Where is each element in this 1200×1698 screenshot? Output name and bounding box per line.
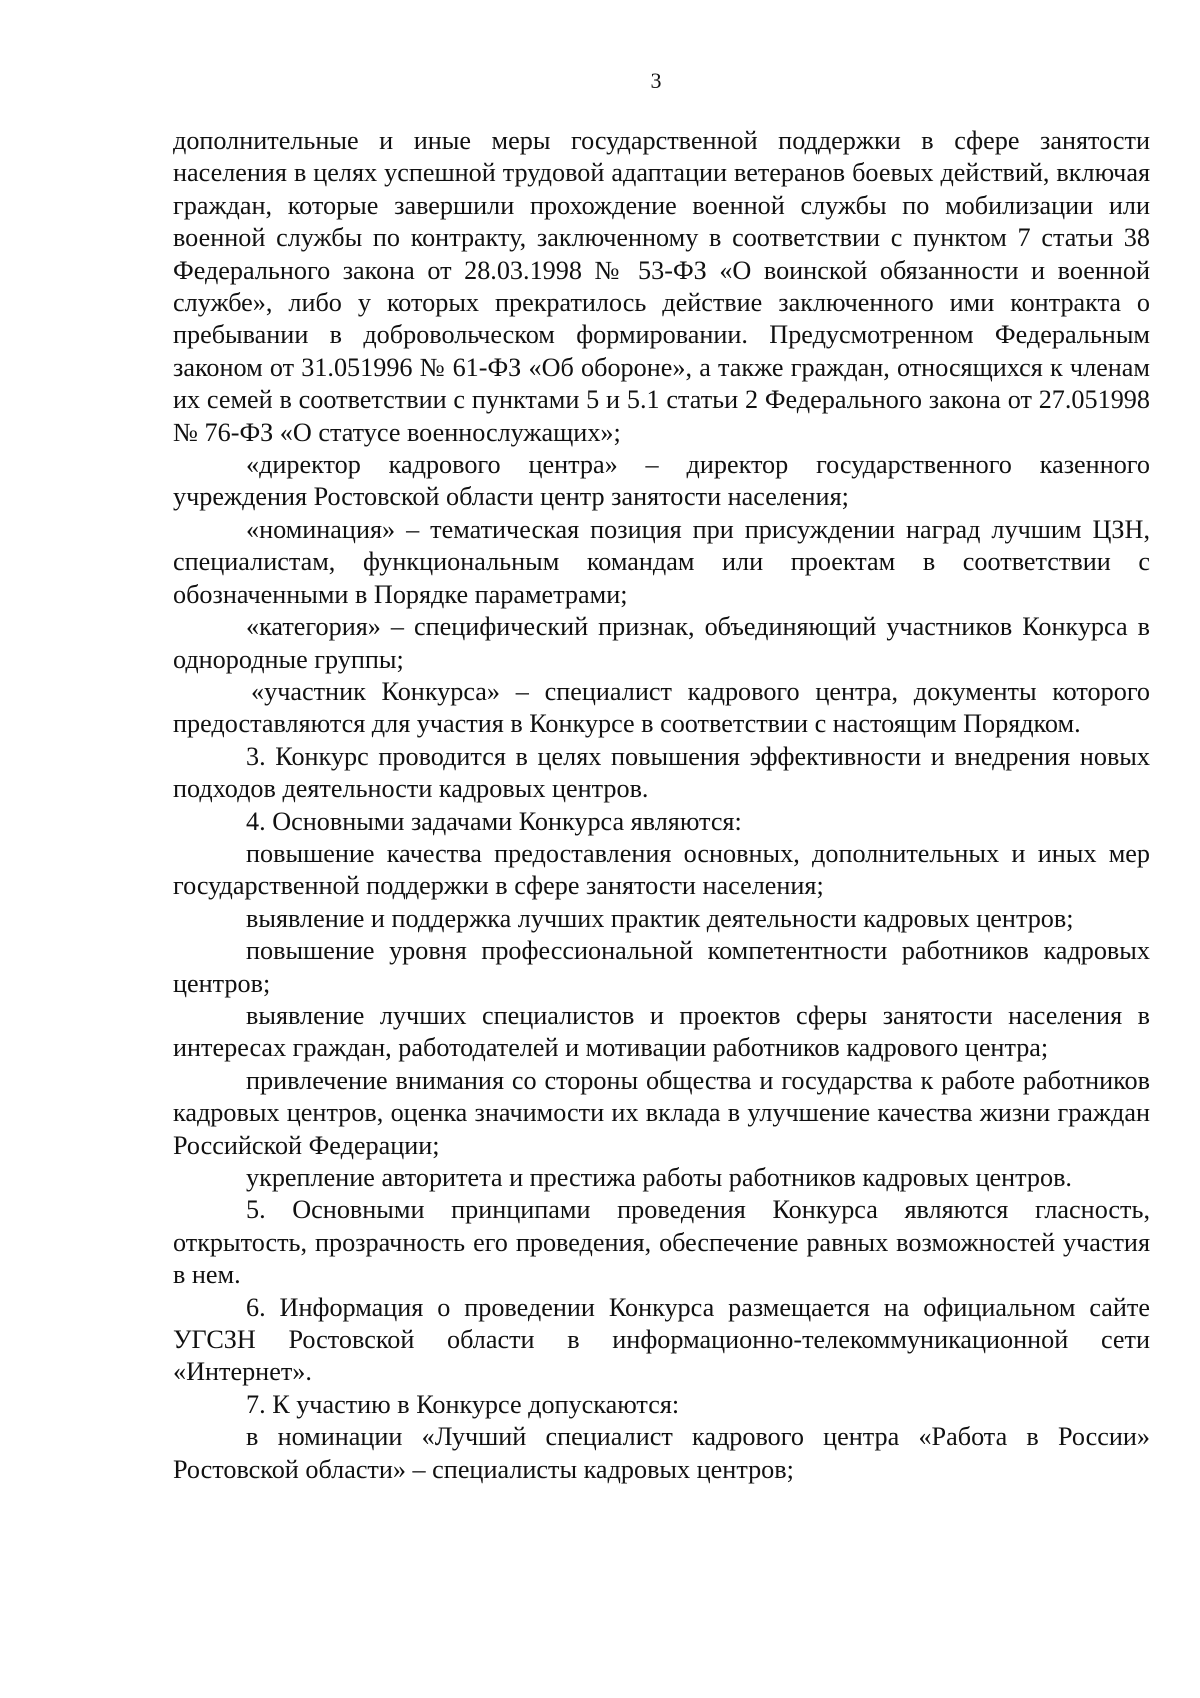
paragraph-definitions-continuation: дополнительные и иные меры государственной поддержки в сфере занятости населения в целях успешной трудовой адаптации ветеранов боевых действий, включая граждан, которые завершили прохождение военной службы по мобилизации или военной службы по контракту, заключенному в соответствии с пунктом 7 статьи 38 Федерального закона от 28.03.1998 № 53-ФЗ «О воинской обязанности и военной службе», либо у которых прекратилось действие заключенного ими контракта о пребывании в добровольческом формировании. Предусмотренном Федеральным законом от 31.051996 № 61-ФЗ «Об обороне», а также граждан, относящихся к членам их семей в соответствии с пунктами 5 и 5.1 статьи 2 Федерального закона от 27.051998 № 76-ФЗ «О статусе военнослужащих»; <box>173 126 1150 447</box>
paragraph-task-quality: повышение качества предоставления основных, дополнительных и иных мер государственной поддержки в сфере занятости населения; <box>173 838 1150 901</box>
paragraph-definition-participant: «участник Конкурса» – специалист кадрового центра, документы которого предоставляются для участия в Конкурсе в соответствии с настоящим Порядком. <box>173 676 1150 739</box>
paragraph-item-7: 7. К участию в Конкурсе допускаются: <box>246 1389 680 1419</box>
paragraph-item-6: 6. Информация о проведении Конкурса размещается на официальном сайте УГСЗН Ростовской области в информационно-телекоммуникационной сети «Интернет». <box>173 1292 1150 1387</box>
paragraph-definition-nomination: «номинация» – тематическая позиция при присуждении наград лучшим ЦЗН, специалистам, функциональным командам или проектам в соответствии с обозначенными в Порядке параметрами; <box>173 514 1150 609</box>
paragraph-task-specialists: выявление лучших специалистов и проектов сферы занятости населения в интересах граждан, работодателей и мотивации работников кадрового центра; <box>173 1000 1150 1063</box>
paragraph-definition-category: «категория» – специфический признак, объединяющий участников Конкурса в однородные группы; <box>173 612 1150 674</box>
paragraph-task-practices: выявление и поддержка лучших практик деятельности кадровых центров; <box>246 903 1074 933</box>
paragraph-item-3: 3. Конкурс проводится в целях повышения эффективности и внедрения новых подходов деятельности кадровых центров. <box>173 741 1150 804</box>
paragraph-nomination-best-specialist: в номинации «Лучший специалист кадрового центра «Работа в России» Ростовской области» – специалисты кадровых центров; <box>173 1422 1150 1484</box>
paragraph-task-attention: привлечение внимания со стороны общества и государства к работе работников кадровых центров, оценка значимости их вклада в улучшение качества жизни граждан Российской Федерации; <box>173 1065 1150 1160</box>
document-body <box>173 125 1150 1486</box>
paragraph-task-competence: повышение уровня профессиональной компетентности работников кадровых центров; <box>173 936 1150 998</box>
paragraph-item-4: 4. Основными задачами Конкурса являются: <box>246 806 742 836</box>
paragraph-item-5: 5. Основными принципами проведения Конкурса являются гласность, открытость, прозрачность его проведения, обеспечение равных возможностей участия в нем. <box>173 1195 1150 1290</box>
paragraph-task-authority: укрепление авторитета и престижа работы работников кадровых центров. <box>246 1163 1072 1192</box>
page-number: 3 <box>650 68 662 93</box>
paragraph-definition-director: «директор кадрового центра» – директор государственного казенного учреждения Ростовской области центр занятости населения; <box>173 450 1150 512</box>
